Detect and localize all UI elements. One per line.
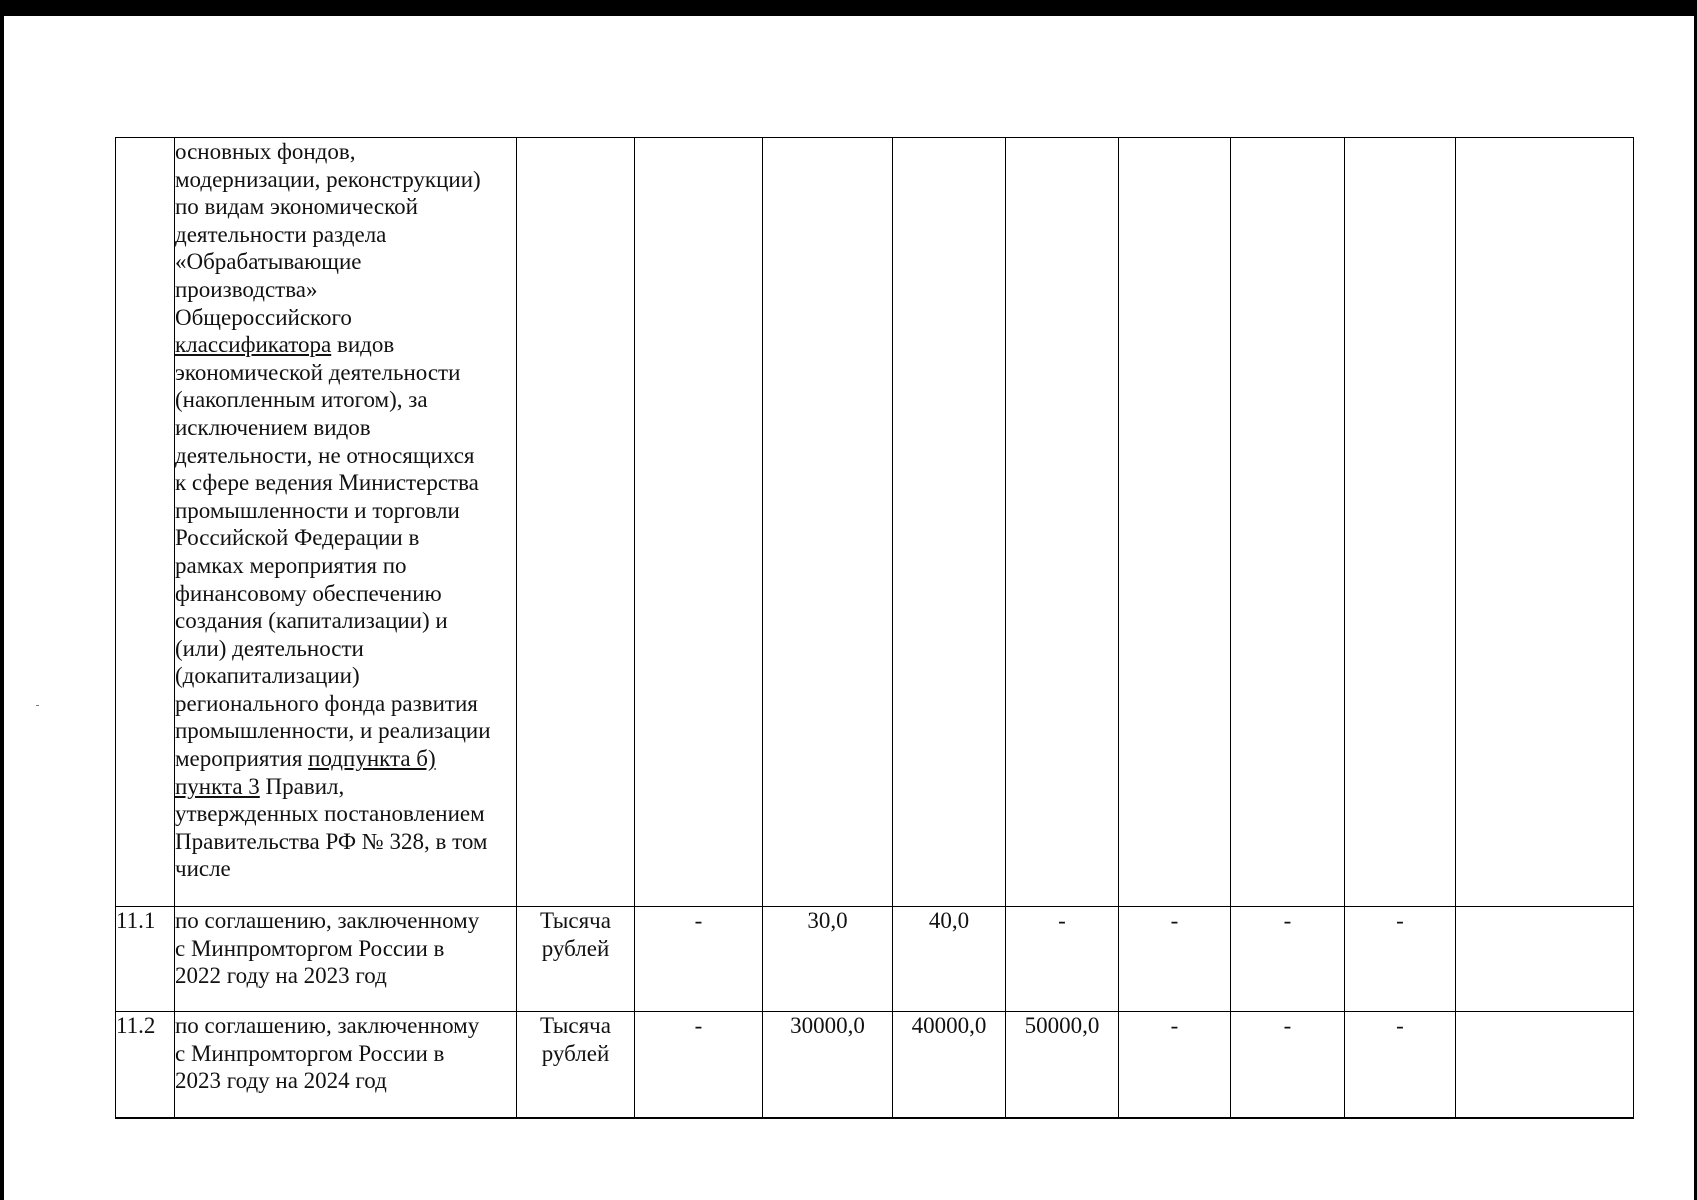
- description-text: основных фондов, модернизации, реконструкции) по видам экономической деятельности раздела «Обрабатывающие производства» Общероссийского: [175, 139, 481, 330]
- value-cell: [1345, 138, 1456, 907]
- row-value: [1456, 1012, 1634, 1118]
- description-text: Правил, утвержденных постановлением Правительства РФ № 328, в том числе: [175, 773, 488, 882]
- row-value: -: [635, 1012, 763, 1118]
- row-unit: Тысяча рублей: [517, 907, 635, 1012]
- value-cell: [1456, 138, 1634, 907]
- row-value: -: [1006, 907, 1119, 1012]
- row-unit: Тысяча рублей: [517, 1012, 635, 1118]
- row-value: 40000,0: [893, 1012, 1006, 1118]
- description-link-text: классификатора: [175, 332, 332, 358]
- row-value: -: [1345, 1012, 1456, 1118]
- row-value: -: [1231, 907, 1345, 1012]
- row-value: 30000,0: [763, 1012, 893, 1118]
- row-value: -: [1345, 907, 1456, 1012]
- value-cell: [763, 138, 893, 907]
- row-value: 40,0: [893, 907, 1006, 1012]
- row-number: 11.2: [116, 1012, 175, 1118]
- row-value: -: [1231, 1012, 1345, 1118]
- description-cell-continuation: [175, 138, 517, 907]
- row-value: -: [635, 907, 763, 1012]
- scan-border-top: [0, 0, 1697, 16]
- description-text: видов экономической деятельности (накопленным итогом), за исключением видов деятельности, не относящихся к сфере ведения Министерства промышленности и торговли Российской Федерации в рамках мероприятия по финансовому обеспечению создания (капитализации) и (или) деятельности (докапитализации) регионального фонда развития промышленности, и реализации мероприятия: [175, 332, 491, 772]
- scan-speck: [36, 705, 39, 706]
- row-value: 50000,0: [1006, 1012, 1119, 1118]
- value-cell: [1006, 138, 1119, 907]
- row-value: -: [1119, 907, 1231, 1012]
- value-cell: [1119, 138, 1231, 907]
- row-value: [1456, 907, 1634, 1012]
- row-number-cell: [116, 138, 175, 907]
- indicator-table: [115, 137, 1634, 1119]
- value-cell: [635, 138, 763, 907]
- table-row: [116, 1012, 1634, 1118]
- value-cell: [893, 138, 1006, 907]
- table-row-continuation: [116, 138, 1634, 907]
- scan-border-left: [0, 0, 4, 1200]
- row-description: по соглашению, заключенному с Минпромторгом России в 2023 году на 2024 год: [175, 1012, 517, 1118]
- row-description: по соглашению, заключенному с Минпромторгом России в 2022 году на 2023 год: [175, 907, 517, 1012]
- table-row: [116, 907, 1634, 1012]
- unit-cell: [517, 138, 635, 907]
- value-cell: [1231, 138, 1345, 907]
- row-number: 11.1: [116, 907, 175, 1012]
- row-value: 30,0: [763, 907, 893, 1012]
- description-link-text: подпункта б) пункта 3: [175, 746, 436, 799]
- row-value: -: [1119, 1012, 1231, 1118]
